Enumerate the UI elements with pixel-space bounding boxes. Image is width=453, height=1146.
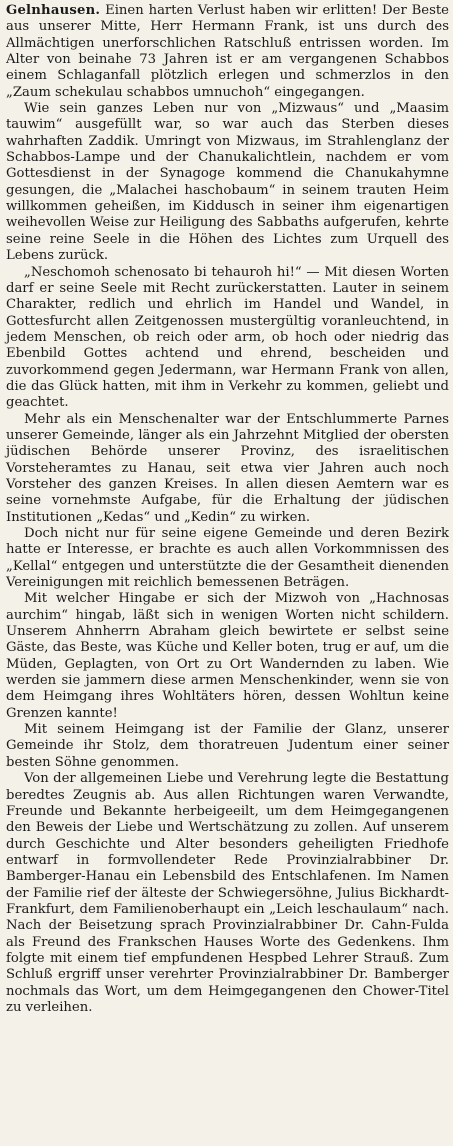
paragraph-7: Mit seinem Heimgang ist der Familie der Glanz, unserer Gemeinde ihr Stolz, dem thoratreuen Judentum einer seiner besten Söhne genommen. — [6, 722, 449, 770]
paragraph-1-text: Einen harten Verlust haben wir erlitten! Der Beste aus unserer Mitte, Herr Hermann Frank, ist uns durch des Allmächtigen unerforschlichen Ratschluß entrissen worden. Im Alter von beinahe 73 Jahren ist er am vergangenen Schabbos einem Schlaganfall plötzlich erlegen und schmerzlos in den „Zaum schekulau schabbos umnuchoh“ eingegangen. — [6, 3, 449, 100]
paragraph-3: „Neschomoh schenosato bi tehauroh hi!“ — Mit diesen Worten darf er seine Seele mit Recht zurückerstatten. Lauter in seinem Charakter, redlich und ehrlich im Handel und Wandel, in Gottesfurcht allen Zeitgenossen mustergültig voranleuchtend, in jedem Menschen, ob reich oder arm, ob hoch oder niedrig das Ebenbild Gottes achtend und ehrend, bescheiden und zuvorkommend gegen Jedermann, war Hermann Frank von allen, die das Glück hatten, mit ihm in Verkehr zu kommen, geliebt und geachtet. — [6, 264, 449, 411]
article-heading: Gelnhausen. — [6, 3, 101, 18]
paragraph-8: Von der allgemeinen Liebe und Verehrung legte die Bestattung beredtes Zeugnis ab. Aus allen Richtungen waren Verwandte, Freunde und Bekannte herbeigeeilt, um dem Heimgegangenen den Beweis der Liebe und Wertschätzung zu zollen. Auf unserem durch Geschichte und Alter besonders geheiligten Friedhofe entwarf in formvollendeter Rede Provinzialrabbiner Dr. Bamberger-Hanau ein Lebensbild des Entschlafenen. Im Namen der Familie rief der älteste der Schwiegersöhne, Julius Bickhardt-Frankfurt, dem Familienoberhaupt ein „Leich leschaulaum“ nach. Nach der Beisetzung sprach Provinzialrabbiner Dr. Cahn-Fulda als Freund des Frankschen Hauses Worte des Gedenkens. Ihm folgte mit einem tief empfundenen Hespbed Lehrer Strauß. Zum Schluß ergriff unser verehrter Provinzialrabbiner Dr. Bamberger nochmals das Wort, um dem Heimgegangenen den Chower-Titel zu verleihen. — [6, 771, 449, 1015]
paragraph-6: Mit welcher Hingabe er sich der Mizwoh von „Hachnosas aurchim“ hingab, läßt sich in wenigen Worten nicht schildern. Unserem Ahnherrn Abraham gleich bewirtete er selbst seine Gäste, das Beste, was Küche und Keller boten, trug er auf, um die Müden, Geplagten, von Ort zu Ort Wandernden zu laben. Wie werden sie jammern diese armen Menschenkinder, wenn sie von dem Heimgang ihres Wohltäters hören, dessen Wohltun keine Grenzen kannte! — [6, 591, 449, 721]
paragraph-4: Mehr als ein Menschenalter war der Entschlummerte Parnes unserer Gemeinde, länger als ein Jahrzehnt Mitglied der obersten jüdischen Behörde unserer Provinz, des israelitischen Vorsteheramtes zu Hanau, seit etwa vier Jahren auch noch Vorsteher des ganzen Kreises. In allen diesen Aemtern war es seine vornehmste Aufgabe, für die Erhaltung der jüdischen Institutionen „Kedas“ und „Kedin“ zu wirken. — [6, 411, 449, 525]
paragraph-1 — [6, 3, 449, 101]
paragraph-2: Wie sein ganzes Leben nur von „Mizwaus“ und „Maasim tauwim“ ausgefüllt war, so war auch das Sterben dieses wahrhaften Zaddik. Umringt von Mizwaus, im Strahlenglanz der Schabbos-Lampe und der Chanukalichtlein, nachdem er vom Gottesdienst in der Synagoge kommend die Chanukahymne gesungen, die „Malachei haschobaum“ in seinem trauten Heim willkommen geheißen, im Kiddusch in seiner ihm eigenartigen weihevollen Weise zur Heiligung des Sabbaths aufgerufen, kehrte seine reine Seele in die Höhen des Lichtes zum Urquell des Lebens zurück. — [6, 101, 449, 264]
paragraph-5: Doch nicht nur für seine eigene Gemeinde und deren Bezirk hatte er Interesse, er brachte es auch allen Vorkommnissen des „Kellal“ entgegen und unterstützte die der Gesamtheit dienenden Vereinigungen mit reichlich bemessenen Beträgen. — [6, 526, 449, 591]
